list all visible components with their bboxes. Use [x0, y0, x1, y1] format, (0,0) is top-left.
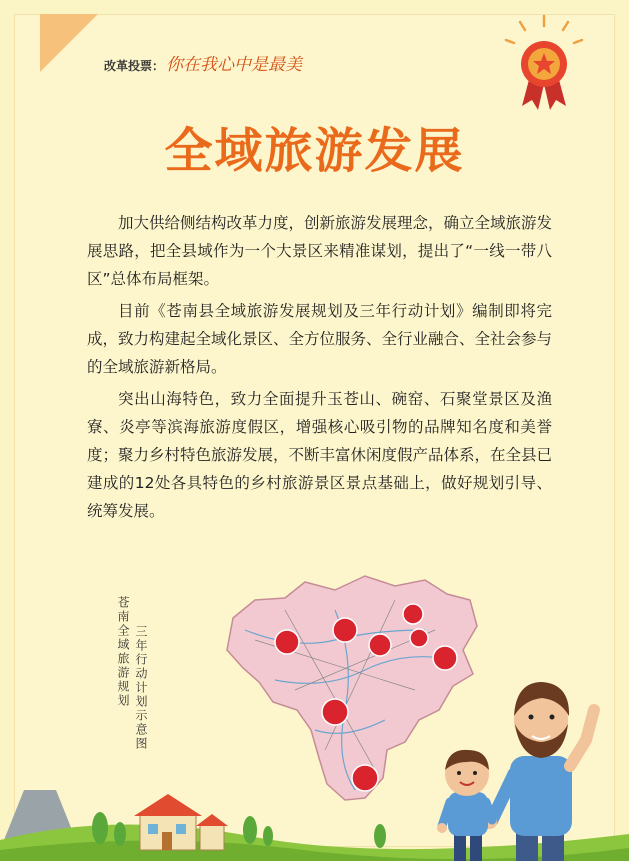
scenic-spot-marker [333, 618, 357, 642]
paragraph: 突出山海特色，致力全面提升玉苍山、碗窑、石聚堂景区及渔寮、炎亭等滨海旅游度假区，增强核心吸引物的品牌知名度和美誉度；聚力乡村特色旅游发展，不断丰富休闲度假产品体系，在全县已建成的12处各具特色的乡村旅游景区景点基础上，做好规划引导、统筹发展。 [87, 390, 553, 520]
scenic-spot-marker [403, 604, 423, 624]
paragraph: 目前《苍南县全域旅游发展规划及三年行动计划》编制即将完成，致力构建起全域化景区、全方位服务、全行业融合、全社会参与的全域旅游新格局。 [87, 302, 553, 376]
page-title: 全域旅游发展 [164, 123, 465, 179]
scenic-spot-marker [352, 765, 378, 791]
award-ribbon-icon [500, 14, 590, 114]
subtitle [104, 50, 302, 75]
father-son-illustration [420, 670, 610, 861]
scenic-spot-marker [410, 629, 428, 647]
scenic-spot-marker [322, 699, 348, 725]
slogan: 你在我心中是最美 [166, 55, 303, 75]
scenic-spot-marker [369, 634, 391, 656]
map-caption-title: 苍南全域旅游规划 [116, 596, 130, 708]
scenic-spot-marker [275, 630, 299, 654]
vote-tag: 改革投票： [104, 59, 165, 73]
house [134, 794, 228, 850]
body-text [87, 209, 552, 529]
son-figure [437, 750, 492, 861]
father-figure [483, 682, 594, 861]
corner-fold-decoration [40, 14, 98, 72]
scenic-spot-marker [433, 646, 457, 670]
map-caption-subtitle: 三年行动计划示意图 [134, 625, 148, 751]
paragraph: 加大供给侧结构改革力度，创新旅游发展理念，确立全域旅游发展思路，把全县域作为一个大景区来精准谋划，提出了“一线一带八区”总体布局框架。 [87, 214, 553, 288]
